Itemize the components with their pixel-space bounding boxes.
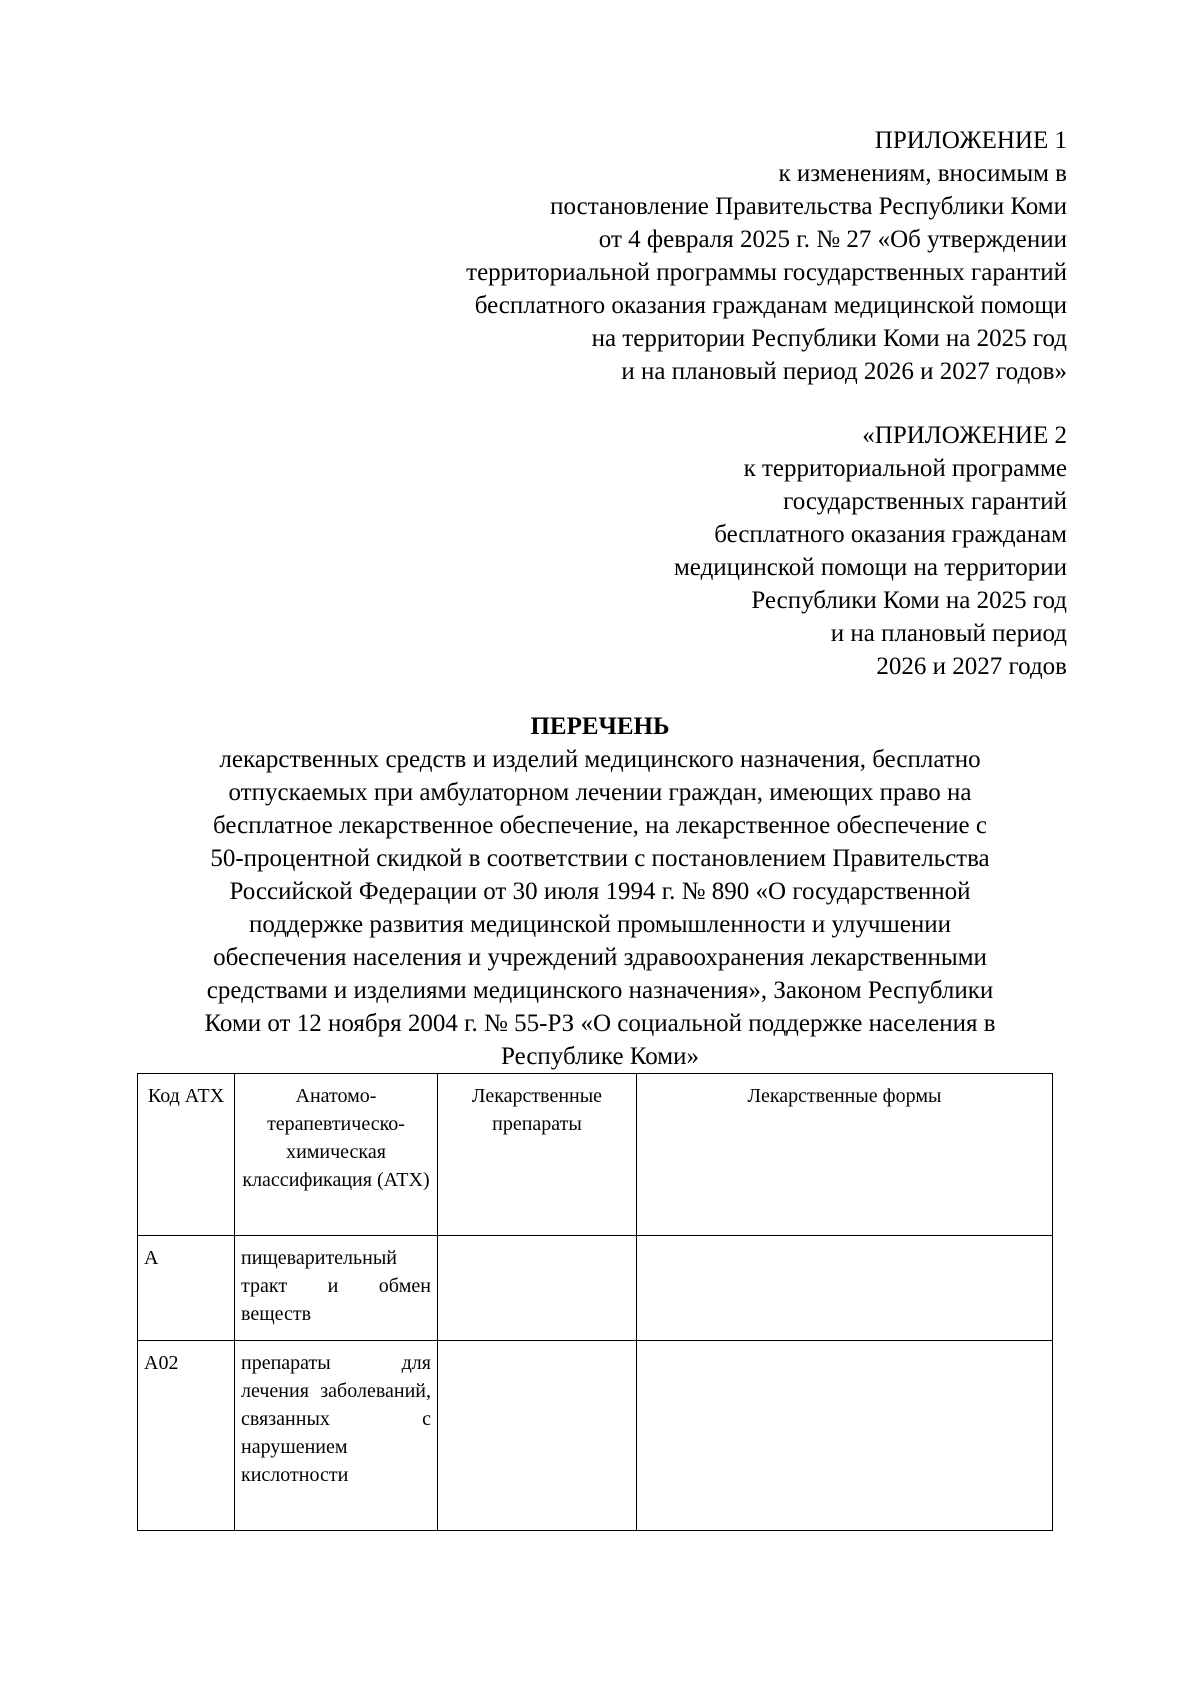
cell-code: А (138, 1236, 235, 1341)
table-row (138, 1236, 1053, 1341)
appendix-2-line: бесплатного оказания гражданам (714, 521, 1067, 548)
cell-atc-classification: препараты для лечения заболеваний, связанных с нарушением кислотности (235, 1341, 438, 1531)
appendix-2-line: 2026 и 2027 годов (876, 653, 1067, 680)
header-code: Код АТХ (138, 1074, 235, 1236)
appendix-2-line: Республики Коми на 2025 год (751, 587, 1067, 614)
appendix-1-line: ПРИЛОЖЕНИЕ 1 (874, 127, 1067, 154)
appendix-2-line: медицинской помощи на территории (673, 554, 1067, 581)
document-heading: ПЕРЕЧЕНЬ (530, 713, 670, 740)
appendix-2-block (674, 419, 1067, 683)
header-dosage-forms: Лекарственные формы (637, 1074, 1053, 1236)
table-header-row (138, 1074, 1053, 1236)
appendix-1-line: на территории Республики Коми на 2025 год (591, 325, 1067, 352)
table-row (138, 1341, 1053, 1531)
cell-dosage-forms (637, 1341, 1053, 1531)
appendix-1-line: и на плановый период 2026 и 2027 годов» (621, 358, 1067, 385)
cell-code: А02 (138, 1341, 235, 1531)
appendix-1-block (466, 124, 1067, 388)
cell-dosage-forms (637, 1236, 1053, 1341)
appendix-1-line: к изменениям, вносимым в (778, 160, 1067, 187)
appendix-1-line: бесплатного оказания гражданам медицинской помощи (474, 292, 1067, 319)
cell-drugs (438, 1341, 637, 1531)
appendix-1-line: от 4 февраля 2025 г. № 27 «Об утверждении (598, 226, 1067, 253)
appendix-2-line: государственных гарантий (783, 488, 1067, 515)
document-title-block (140, 710, 1060, 1073)
header-drugs: Лекарственные препараты (438, 1074, 637, 1236)
appendix-2-line: «ПРИЛОЖЕНИЕ 2 (862, 422, 1067, 449)
appendix-1-line: территориальной программы государственных гарантий (466, 259, 1067, 286)
appendix-2-line: и на плановый период (830, 620, 1067, 647)
appendix-1-line: постановление Правительства Республики Коми (550, 193, 1067, 220)
cell-atc-classification: пищеварительный тракт и обмен веществ (235, 1236, 438, 1341)
header-atc-classification: Анатомо-терапевтическо-химическая классификация (АТХ) (235, 1074, 438, 1236)
drug-list-table (137, 1073, 1053, 1531)
document-subtitle: лекарственных средств и изделий медицинского назначения, бесплатно отпускаемых при амбулаторном лечении граждан, имеющих право на бесплатное лекарственное обеспечение, на лекарственное обеспечение с 50-процентной скидкой в соответствии с постановлением Правительства Российской Федерации от 30 июля 1994 г. № 890 «О государственной поддержке развития медицинской промышленности и улучшении обеспечения населения и учреждений здравоохранения лекарственными средствами и изделиями медицинского назначения», Законом Республики Коми от 12 ноября 2004 г. № 55-РЗ «О социальной поддержке населения в Республике Коми» (204, 746, 996, 1070)
cell-drugs (438, 1236, 637, 1341)
appendix-2-line: к территориальной программе (743, 455, 1067, 482)
